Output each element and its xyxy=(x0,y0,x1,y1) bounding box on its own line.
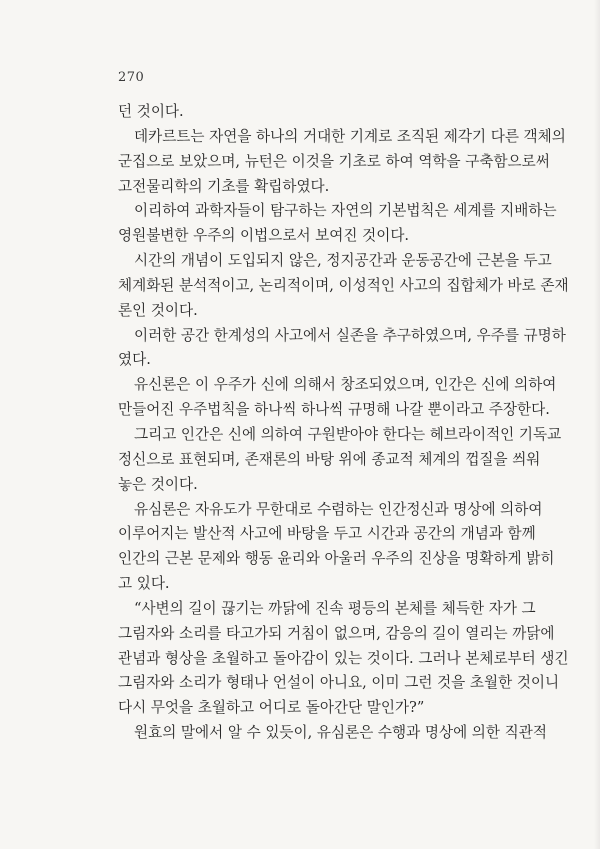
page-number: 270 xyxy=(118,70,145,85)
text-line: 관념과 형상을 초월하고 돌아감이 있는 것이다. 그러나 본체로부터 생긴 xyxy=(118,649,569,667)
text-line: 그림자와 소리가 형태나 언설이 아니요, 이미 그런 것을 초월한 것이니 xyxy=(118,674,560,692)
text-line: 론인 것이다. xyxy=(118,301,198,319)
text-line: 유심론은 자유도가 무한대로 수렴하는 인간정신과 명상에 의하여 xyxy=(134,500,543,518)
text-line: 이러한 공간 한계성의 사고에서 실존을 추구하였으며, 우주를 규명하 xyxy=(134,326,566,344)
text-line: 였다. xyxy=(118,351,151,369)
text-line: 군집으로 보았으며, 뉴턴은 이것을 기초로 하여 역학을 구축함으로써 xyxy=(118,152,550,170)
text-line: 유신론은 이 우주가 신에 의해서 창조되었으며, 인간은 신에 의하여 xyxy=(134,376,557,394)
text-line: 체계화된 분석적이고, 논리적이며, 이성적인 사고의 집합체가 바로 존재 xyxy=(118,276,569,294)
text-line: 다시 무엇을 초월하고 어디로 돌아간단 말인가?” xyxy=(118,699,425,717)
text-line: 그림자와 소리를 타고가되 거침이 없으며, 감응의 길이 열리는 까닭에 xyxy=(118,624,555,642)
text-line: 그리고 인간은 신에 의하여 구원받아야 한다는 헤브라이적인 기독교 xyxy=(134,425,562,443)
page-edge-shadow xyxy=(594,0,600,849)
text-line: 이리하여 과학자들이 탐구하는 자연의 기본법칙은 세계를 지배하는 xyxy=(134,202,557,220)
text-line: 놓은 것이다. xyxy=(118,475,198,493)
text-line: 시간의 개념이 도입되지 않은, 정지공간과 운동공간에 근본을 두고 xyxy=(134,252,552,270)
text-line: 고전물리학의 기초를 확립하였다. xyxy=(118,177,330,195)
body-text xyxy=(118,100,569,746)
text-line: 인간의 근본 문제와 행동 윤리와 아울러 우주의 진상을 명확하게 밝히 xyxy=(118,550,555,568)
text-line: 원효의 말에서 알 수 있듯이, 유심론은 수행과 명상에 의한 직관적 xyxy=(134,724,547,742)
text-line: “사변의 길이 끊기는 까닭에 진속 평등의 본체를 체득한 자가 그 xyxy=(134,599,536,617)
text-line: 정신으로 표현되며, 존재론의 바탕 위에 종교적 체계의 껍질을 씌워 xyxy=(118,450,541,468)
text-line: 고 있다. xyxy=(118,575,170,593)
text-line: 데카르트는 자연을 하나의 거대한 기계로 조직된 제각기 다른 객체의 xyxy=(134,127,566,145)
text-line: 영원불변한 우주의 이법으로서 보여진 것이다. xyxy=(118,227,410,245)
text-line: 만들어진 우주법칙을 하나씩 하나씩 규명해 나갈 뿐이라고 주장한다. xyxy=(118,401,550,419)
text-line: 이루어지는 발산적 사고에 바탕을 두고 시간과 공간의 개념과 함께 xyxy=(118,525,536,543)
text-line: 던 것이다. xyxy=(118,103,184,120)
